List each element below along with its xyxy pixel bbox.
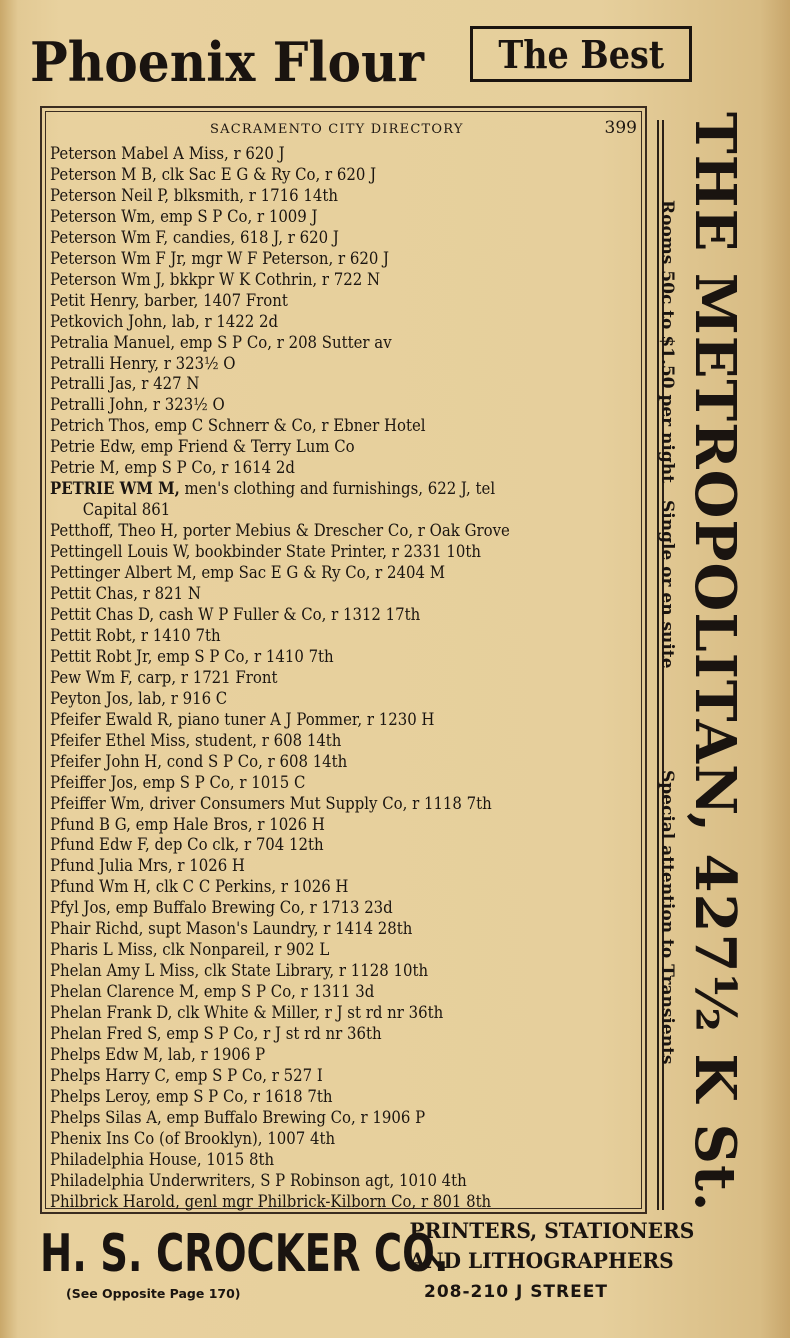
directory-entry xyxy=(50,668,584,689)
top-ad-slogan: The Best xyxy=(498,31,664,77)
entry-text: Peterson Wm F Jr, mgr W F Peterson, r 620 J xyxy=(50,248,390,268)
bottom-ad-tagline-2: AND LITHOGRAPHERS xyxy=(409,1248,674,1273)
bottom-advertisement xyxy=(36,1218,695,1318)
side-ad-special: Special attention to Transients xyxy=(657,770,677,1065)
entry-text: Phelps Harry C, emp S P Co, r 527 I xyxy=(50,1065,323,1085)
entry-text: Pfund Julia Mrs, r 1026 H xyxy=(50,856,245,876)
directory-entry xyxy=(50,1024,584,1045)
directory-entry xyxy=(50,374,584,395)
entry-text: Phelps Edw M, lab, r 1906 P xyxy=(50,1044,266,1064)
directory-frame xyxy=(40,106,647,1214)
entry-text: Petralli Henry, r 323½ O xyxy=(50,353,236,373)
directory-entry xyxy=(50,605,584,626)
directory-entry xyxy=(50,437,584,458)
entry-text: Petrich Thos, emp C Schnerr & Co, r Ebner Hotel xyxy=(50,416,426,436)
directory-entry xyxy=(50,144,584,165)
directory-entry xyxy=(50,731,584,752)
side-ad-rates: Rooms 50c to $1.50 per night xyxy=(657,200,677,483)
directory-entry xyxy=(50,961,584,982)
bottom-ad-note: (See Opposite Page 170) xyxy=(66,1286,241,1301)
entry-text: Phenix Ins Co (of Brooklyn), 1007 4th xyxy=(50,1128,336,1148)
entry-text: Phelan Amy L Miss, clk State Library, r 1128 10th xyxy=(50,961,429,981)
directory-entry xyxy=(50,626,584,647)
entry-text: Capital 861 xyxy=(82,500,171,520)
entry-text: Philadelphia Underwriters, S P Robinson agt, 1010 4th xyxy=(50,1170,467,1190)
directory-entry xyxy=(50,521,584,542)
entry-text: Phelan Clarence M, emp S P Co, r 1311 3d xyxy=(50,982,375,1002)
directory-entry xyxy=(50,584,584,605)
directory-entry xyxy=(50,333,584,354)
directory-entry xyxy=(50,856,584,877)
entry-text: Petit Henry, barber, 1407 Front xyxy=(50,290,288,310)
entry-text: Pettit Chas, r 821 N xyxy=(50,584,201,604)
entry-text: Philadelphia House, 1015 8th xyxy=(50,1149,275,1169)
side-advertisement xyxy=(683,112,747,1222)
side-ad-main: THE METROPOLITAN, 427½ K St. xyxy=(682,112,748,1213)
entry-text: Pfeifer John H, cond S P Co, r 608 14th xyxy=(50,751,348,771)
entry-text: Petralli John, r 323½ O xyxy=(50,395,225,415)
entry-text: Phelan Fred S, emp S P Co, r J st rd nr 36th xyxy=(50,1024,382,1044)
top-ad-brand: Phoenix Flour xyxy=(30,30,424,94)
directory-entries xyxy=(50,144,637,1213)
directory-entry-continuation xyxy=(50,500,584,521)
directory-entry xyxy=(50,291,584,312)
entry-text: Phelan Frank D, clk White & Miller, r J st rd nr 36th xyxy=(50,1003,444,1023)
entry-text: Petrie Edw, emp Friend & Terry Lum Co xyxy=(50,437,355,457)
page-number: 399 xyxy=(604,118,637,138)
entry-text: Petrie M, emp S P Co, r 1614 2d xyxy=(50,458,295,478)
directory-entry xyxy=(50,835,584,856)
entry-text: Pfund Wm H, clk C C Perkins, r 1026 H xyxy=(50,877,349,897)
directory-entry xyxy=(50,710,584,731)
directory-entry xyxy=(50,1003,584,1024)
side-ad-details xyxy=(652,200,682,1120)
running-head: SACRAMENTO CITY DIRECTORY xyxy=(210,122,464,137)
directory-entry xyxy=(50,395,584,416)
directory-entry xyxy=(50,1150,584,1171)
directory-entry xyxy=(50,1171,584,1192)
directory-entry xyxy=(50,458,584,479)
bottom-ad-company: H. S. CROCKER CO. xyxy=(40,1224,449,1284)
entry-text: Pettingell Louis W, bookbinder State Printer, r 2331 10th xyxy=(50,542,481,562)
directory-entry xyxy=(50,416,584,437)
directory-entry xyxy=(50,794,584,815)
entry-text: Pettit Chas D, cash W P Fuller & Co, r 1312 17th xyxy=(50,604,421,624)
entry-text: Petralli Jas, r 427 N xyxy=(50,374,200,394)
entry-text: Pfeiffer Jos, emp S P Co, r 1015 C xyxy=(50,772,306,792)
directory-entry xyxy=(50,773,584,794)
directory-entry xyxy=(50,919,584,940)
entry-text: Petkovich John, lab, r 1422 2d xyxy=(50,311,279,331)
entry-text: Peyton Jos, lab, r 916 C xyxy=(50,688,228,708)
entry-text: Peterson Wm F, candies, 618 J, r 620 J xyxy=(50,227,339,247)
top-advertisement xyxy=(30,22,664,102)
directory-frame-inner xyxy=(45,111,642,1209)
entry-text: Pettit Robt Jr, emp S P Co, r 1410 7th xyxy=(50,646,334,666)
page-header xyxy=(46,118,641,142)
bottom-ad-address: 208-210 J STREET xyxy=(424,1282,608,1302)
entry-text: Pfeifer Ewald R, piano tuner A J Pommer, r 1230 H xyxy=(50,709,435,729)
entry-text: Peterson M B, clk Sac E G & Ry Co, r 620 J xyxy=(50,164,377,184)
top-ad-slogan-box xyxy=(470,26,692,82)
entry-text: Peterson Wm, emp S P Co, r 1009 J xyxy=(50,206,318,226)
directory-entry xyxy=(50,165,584,186)
directory-entry xyxy=(50,1066,584,1087)
entry-text: men's clothing and furnishings, 622 J, tel xyxy=(179,479,496,499)
entry-text: Philbrick Harold, genl mgr Philbrick-Kilborn Co, r 801 8th xyxy=(50,1191,492,1211)
entry-text: Peterson Mabel A Miss, r 620 J xyxy=(50,144,285,163)
directory-entry xyxy=(50,1192,584,1213)
entry-text: Pettit Robt, r 1410 7th xyxy=(50,625,221,645)
directory-entry xyxy=(50,877,584,898)
directory-entry xyxy=(50,982,584,1003)
directory-entry xyxy=(50,249,584,270)
directory-entry xyxy=(50,312,584,333)
entry-text: Petralia Manuel, emp S P Co, r 208 Sutter av xyxy=(50,332,392,352)
directory-entry xyxy=(50,542,584,563)
directory-entry xyxy=(50,940,584,961)
entry-text: Peterson Neil P, blksmith, r 1716 14th xyxy=(50,185,338,205)
directory-entry xyxy=(50,752,584,773)
entry-name-bold: PETRIE WM M, xyxy=(50,479,180,499)
directory-entry xyxy=(50,1045,584,1066)
entry-text: Pettinger Albert M, emp Sac E G & Ry Co, r 2404 M xyxy=(50,563,445,583)
entry-text: Petthoff, Theo H, porter Mebius & Drescher Co, r Oak Grove xyxy=(50,521,510,541)
entry-text: Phelps Leroy, emp S P Co, r 1618 7th xyxy=(50,1086,333,1106)
entry-text: Pfeifer Ethel Miss, student, r 608 14th xyxy=(50,730,342,750)
entry-text: Pfund B G, emp Hale Bros, r 1026 H xyxy=(50,814,325,834)
directory-entry xyxy=(50,207,584,228)
directory-entry xyxy=(50,563,584,584)
directory-entry xyxy=(50,228,584,249)
side-ad-rooms: Single or en suite xyxy=(657,500,677,669)
bottom-ad-tagline-1: PRINTERS, STATIONERS xyxy=(409,1218,695,1243)
entry-text: Pharis L Miss, clk Nonpareil, r 902 L xyxy=(50,940,330,960)
directory-entry xyxy=(50,898,584,919)
entry-text: Peterson Wm J, bkkpr W K Cothrin, r 722 N xyxy=(50,269,381,289)
directory-entry xyxy=(50,186,584,207)
entry-text: Phair Richd, supt Mason's Laundry, r 1414 28th xyxy=(50,919,413,939)
directory-entry xyxy=(50,1087,584,1108)
directory-entry xyxy=(50,647,584,668)
directory-entry xyxy=(50,479,584,500)
entry-text: Pfyl Jos, emp Buffalo Brewing Co, r 1713 23d xyxy=(50,898,393,918)
entry-text: Pfund Edw F, dep Co clk, r 704 12th xyxy=(50,835,324,855)
directory-entry xyxy=(50,689,584,710)
directory-entry xyxy=(50,354,584,375)
directory-entry xyxy=(50,815,584,836)
directory-entry xyxy=(50,1129,584,1150)
directory-entry xyxy=(50,1108,584,1129)
entry-text: Pew Wm F, carp, r 1721 Front xyxy=(50,667,278,687)
entry-text: Phelps Silas A, emp Buffalo Brewing Co, r 1906 P xyxy=(50,1107,426,1127)
entry-text: Pfeiffer Wm, driver Consumers Mut Supply Co, r 1118 7th xyxy=(50,793,492,813)
directory-entry xyxy=(50,270,584,291)
